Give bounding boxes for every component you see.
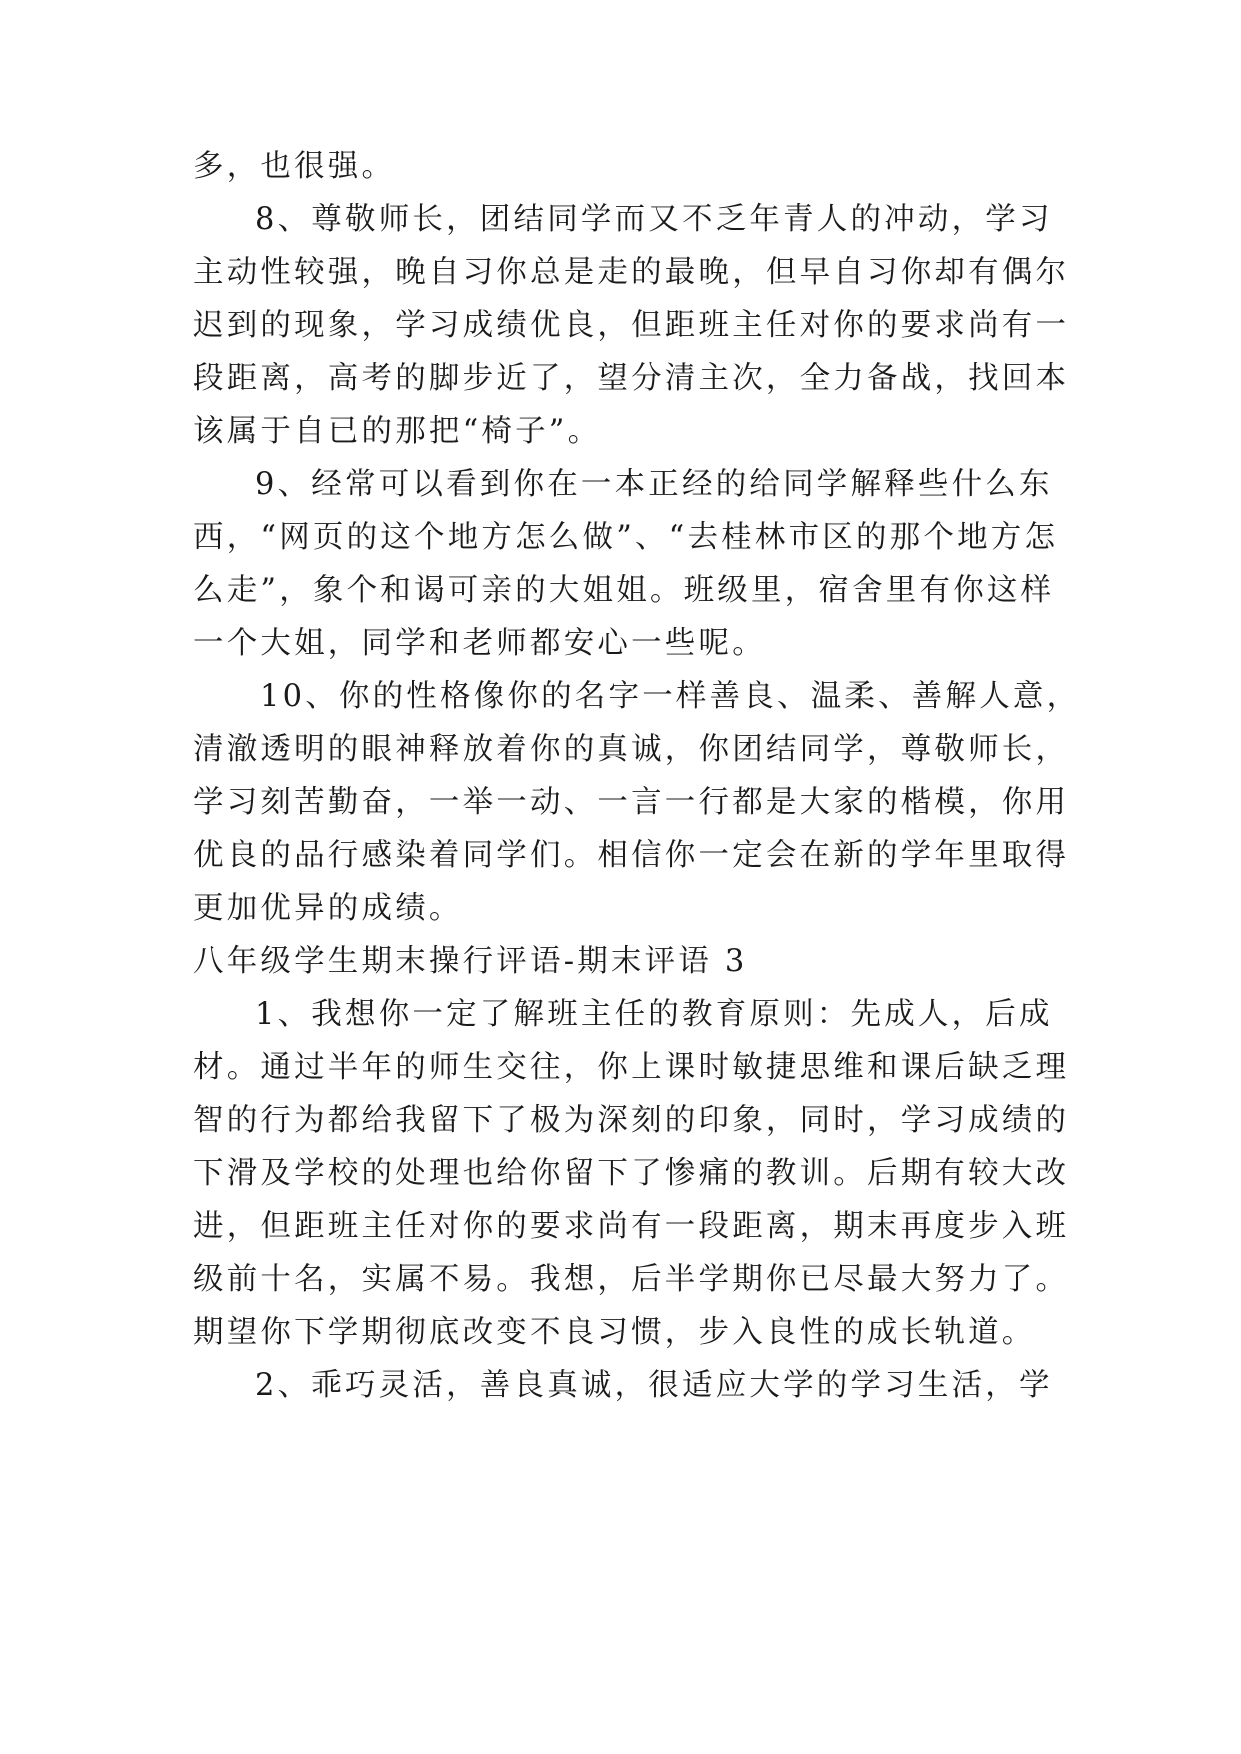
text-line: 西，“网页的这个地方怎么做”、“去桂林市区的那个地方怎 <box>193 520 1059 555</box>
paragraph-start-line: 8、尊敬师长，团结同学而又不乏年青人的冲动，学习 <box>255 202 1053 237</box>
text-line: 多，也很强。 <box>193 149 396 184</box>
text-line: 更加优异的成绩。 <box>193 891 463 926</box>
text-line: 期望你下学期彻底改变不良习惯，步入良性的成长轨道。 <box>193 1315 1036 1350</box>
text-line: 级前十名，实属不易。我想，后半学期你已尽最大努力了。 <box>193 1262 1070 1297</box>
text-line: 迟到的现象，学习成绩优良，但距班主任对你的要求尚有一 <box>193 308 1070 343</box>
text-line: 该属于自已的那把“椅子”。 <box>193 414 602 449</box>
text-line: 段距离，高考的脚步近了，望分清主次，全力备战，找回本 <box>193 361 1070 396</box>
paragraph-start-line: 9、经常可以看到你在一本正经的给同学解释些什么东 <box>255 467 1053 502</box>
paragraph-start-line: 10、你的性格像你的名字一样善良、温柔、善解人意， <box>260 679 1081 714</box>
text-line: 清澈透明的眼神释放着你的真诚，你团结同学，尊敬师长， <box>193 732 1070 767</box>
text-line: 优良的品行感染着同学们。相信你一定会在新的学年里取得 <box>193 838 1070 873</box>
section-heading: 八年级学生期末操行评语-期末评语 3 <box>193 944 748 979</box>
paragraph-start-line: 1、我想你一定了解班主任的教育原则：先成人，后成 <box>255 997 1053 1032</box>
paragraph-start-line: 2、乖巧灵活，善良真诚，很适应大学的学习生活，学 <box>255 1368 1053 1403</box>
text-line: 材。通过半年的师生交往，你上课时敏捷思维和课后缺乏理 <box>193 1050 1070 1085</box>
text-line: 学习刻苦勤奋，一举一动、一言一行都是大家的楷模，你用 <box>193 785 1070 820</box>
text-line: 主动性较强，晚自习你总是走的最晚，但早自习你却有偶尔 <box>193 255 1070 290</box>
text-line: 一个大姐，同学和老师都安心一些呢。 <box>193 626 766 661</box>
text-line: 进，但距班主任对你的要求尚有一段距离，期末再度步入班 <box>193 1209 1070 1244</box>
text-line: 么走”，象个和谒可亲的大姐姐。班级里，宿舍里有你这样 <box>193 573 1055 608</box>
text-line: 下滑及学校的处理也给你留下了惨痛的教训。后期有较大改 <box>193 1156 1070 1191</box>
text-line: 智的行为都给我留下了极为深刻的印象，同时，学习成绩的 <box>193 1103 1070 1138</box>
